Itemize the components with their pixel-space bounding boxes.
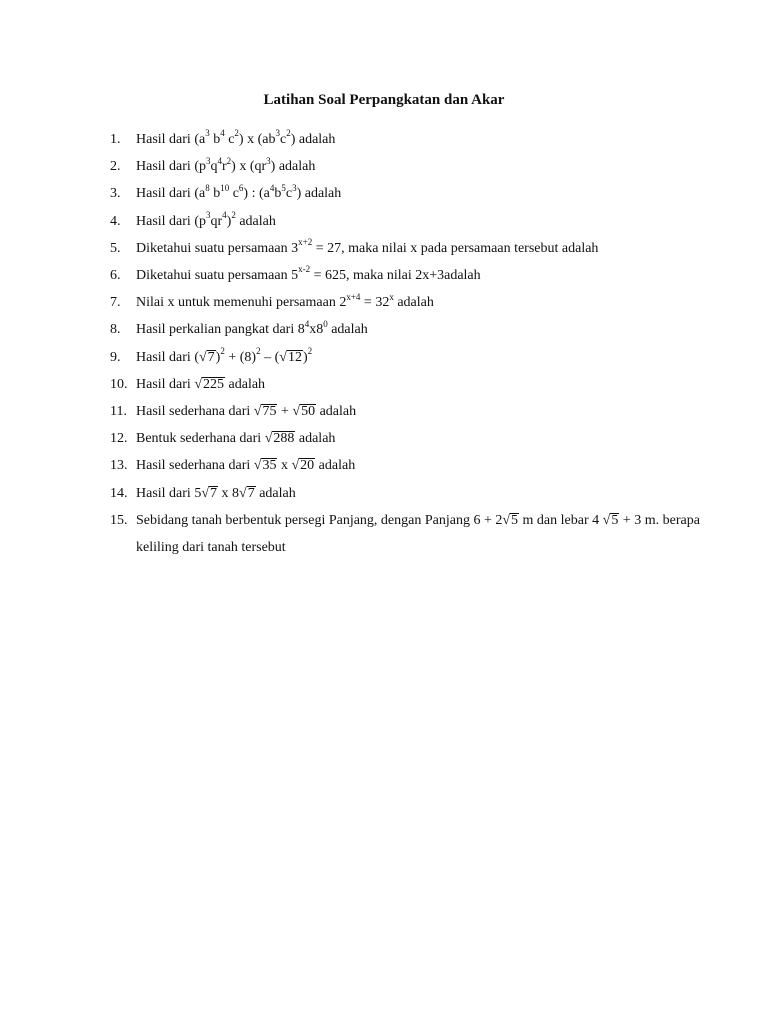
radicand: 225 [203,376,225,392]
square-root [603,507,620,534]
exponent: 3 [275,128,280,139]
question-item: 4. Hasil dari $(p^3qr^4)^2$ adalah [110,208,700,235]
question-item: 9. Hasil dari $(√7)^2 + (8)^2 - (√12)^2$ [110,344,700,371]
question-number: 4. [110,213,121,229]
question-number: 12. [110,431,128,447]
exponent: 4 [217,155,222,166]
question-item: 6. Diketahui suatu persamaan $5^{x-2} = 625$, maka nilai 2x+3adalah [110,262,700,289]
square-root [254,398,278,425]
square-root [502,507,519,534]
question-item: 2. Hasil dari $(p^3q^4r^2)$ x $(qr^3)$ adalah [110,153,700,180]
radicand: 7 [207,349,215,365]
question-number: 5. [110,240,121,256]
exponent: 5 [281,182,286,193]
exponent: 3 [205,209,211,220]
radical-sign-icon: √ [502,512,511,528]
radical-sign-icon: √ [239,485,247,501]
exponent: x+2 [298,237,313,248]
exponent: 2 [231,209,236,220]
square-root [279,344,303,371]
question-number: 1. [110,132,121,147]
radicand: 35 [262,458,277,474]
question-number: 3. [110,186,121,202]
question-item: 3. Hasil dari ($a^8$ $b^{10}$ $c^6$) : $(a^4b^5c^3)$ adalah [110,180,700,207]
question-number: 8. [110,322,121,338]
exponent: 4 [304,318,310,329]
exponent: 3 [266,155,271,166]
exponent: 8 [205,182,210,193]
radical-sign-icon: √ [292,404,301,420]
question-item: 1. Hasil dari ($a^3$ $b^4$ $c^2$) x $(ab^3c^2)$ adalah [110,126,700,153]
radical-sign-icon: √ [602,512,611,528]
square-root [254,452,278,479]
question-item: 15. Sebidang tanah berbentuk persegi Panjang, dengan Panjang 6 + 2√5 m dan lebar 4 √5 + 3 m. berapa keliling dari tanah tersebut [110,507,700,561]
radical-sign-icon: √ [279,349,287,365]
question-number: 13. [110,458,128,474]
square-root [201,480,218,507]
question-list [110,126,700,561]
exponent: 0 [323,318,328,329]
question-number: 10. [110,376,128,392]
exponent: 2 [220,345,225,356]
radical-sign-icon: √ [198,349,207,365]
square-root [194,371,225,398]
radicand: 5 [611,512,619,528]
exponent: 4 [269,182,275,193]
page-title: Latihan Soal Perpangkatan dan Akar [263,92,505,108]
radicand: 7 [247,485,255,501]
question-item: 8. Hasil perkalian pangkat dari $8^4x8^0$ adalah [110,316,700,343]
radicand: 5 [511,512,519,528]
exponent: 10 [220,182,230,193]
radicand: 7 [210,485,218,501]
question-item: 12. Bentuk sederhana dari √288 adalah [110,425,700,452]
question-item: 13. Hasil sederhana dari √35 x √20 adalah [110,452,700,479]
exponent: 2 [286,128,291,139]
exponent: 2 [256,345,261,356]
exponent: x [389,291,394,302]
question-number: 11. [110,404,127,420]
exponent: 3 [292,182,297,193]
radicand: 288 [273,431,295,447]
question-item: 10. Hasil dari √225 adalah [110,371,700,398]
question-item: 5. Diketahui suatu persamaan $3^{x+2} = 27$, maka nilai x pada persamaan tersebut adalah [110,235,700,262]
question-number: 6. [110,268,121,284]
question-item: 11. Hasil sederhana dari √75 + √50 adalah [110,398,700,425]
exponent: x+4 [346,291,361,302]
radicand: 20 [300,458,315,474]
square-root [199,344,216,371]
exponent: 2 [226,155,232,166]
square-root [265,425,296,452]
exponent: 3 [205,128,210,139]
exponent: x-2 [298,264,311,275]
radicand: 50 [301,404,316,420]
question-number: 2. [110,159,121,175]
radical-sign-icon: √ [253,404,262,420]
exponent: 4 [220,128,225,139]
radical-sign-icon: √ [291,458,300,474]
square-root [291,452,315,479]
question-number: 15. [110,512,128,528]
radicand: 12 [287,349,302,365]
exponent: 3 [205,155,211,166]
radical-sign-icon: √ [201,485,210,501]
question-item: 14. Hasil dari 5√7 x 8√7 adalah [110,480,700,507]
exponent: 2 [307,345,313,356]
square-root [292,398,316,425]
radicand: 75 [262,404,277,420]
radical-sign-icon: √ [194,376,203,392]
question-item: 7. Nilai x untuk memenuhi persamaan $2^{x+4} = 32^x$ adalah [110,289,700,316]
question-number: 7. [110,295,121,311]
question-number: 9. [110,349,121,365]
exponent: 6 [238,182,244,193]
question-number: 14. [110,485,128,501]
radical-sign-icon: √ [264,431,273,447]
square-root [239,480,256,507]
exponent: 4 [222,209,227,220]
radical-sign-icon: √ [253,458,262,474]
exponent: 2 [234,128,239,139]
